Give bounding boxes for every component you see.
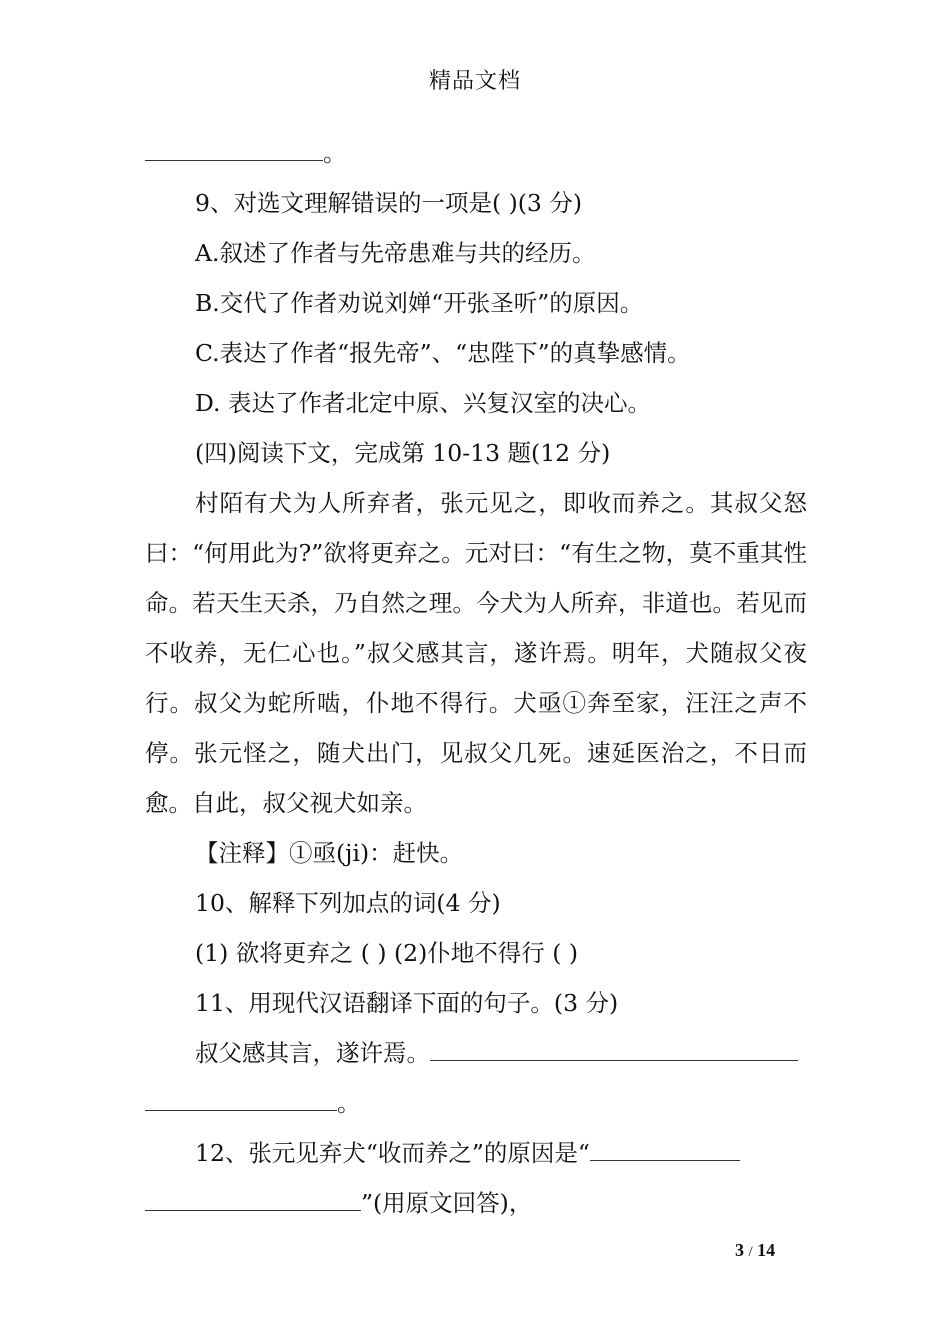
- sentence-to-translate: 叔父感其言，遂许焉。: [195, 1039, 430, 1067]
- document-body: [145, 128, 807, 1228]
- answer-line-continuation: [145, 128, 807, 178]
- question-12-continuation: [145, 1178, 807, 1228]
- answer-blank: [145, 1182, 361, 1211]
- period-mark: 。: [337, 1089, 361, 1117]
- question-12-text: 12、张元见弃犬“收而养之”的原因是“: [195, 1139, 590, 1167]
- total-pages: 14: [757, 1240, 776, 1260]
- answer-blank: [430, 1032, 798, 1061]
- annotation-note: 【注释】①亟(ji)：赶快。: [195, 839, 464, 867]
- question-11-sentence-line: [145, 1028, 807, 1078]
- option-a: A.叙述了作者与先帝患难与共的经历。: [195, 239, 596, 267]
- question-10: 10、解释下列加点的词(4 分): [195, 889, 501, 917]
- question-12: [145, 1128, 807, 1178]
- section-4-heading: (四)阅读下文，完成第 10-13 题(12 分): [195, 439, 611, 467]
- page-separator: /: [748, 1244, 753, 1260]
- answer-line-continuation: [145, 1078, 807, 1128]
- current-page: 3: [735, 1240, 744, 1260]
- question-9: 9、对选文理解错误的一项是( )(3 分): [195, 189, 583, 217]
- page-header-title: 精品文档: [428, 69, 521, 94]
- question-11: 11、用现代汉语翻译下面的句子。(3 分): [195, 989, 619, 1017]
- answer-blank: [590, 1132, 740, 1161]
- answer-blank: [145, 1082, 337, 1111]
- answer-blank: [145, 132, 323, 161]
- page-number: [735, 1240, 775, 1261]
- question-10-items: (1) 欲将更弃之 ( ) (2)仆地不得行 ( ): [195, 939, 579, 967]
- question-12-tail: ”(用原文回答)，: [361, 1189, 533, 1217]
- classical-passage: 村陌有犬为人所弃者，张元见之，即收而养之。其叔父怒曰：“何用此为?”欲将更弃之。元对曰：“有生之物，莫不重其性命。若天生天杀，乃自然之理。今犬为人所弃，非道也。若见而不收养，无仁心也。”叔父感其言，遂许焉。明年，犬随叔父夜行。叔父为蛇所啮，仆地不得行。犬亟①奔至家，汪汪之声不停。张元怪之，随犬出门，见叔父几死。速延医治之，不日而愈。自此，叔父视犬如亲。: [145, 489, 807, 817]
- option-c: C.表达了作者“报先帝”、“忠陛下”的真挚感情。: [195, 339, 691, 367]
- option-d: D. 表达了作者北定中原、兴复汉室的决心。: [195, 389, 651, 417]
- period-mark: 。: [323, 139, 347, 167]
- option-b: B.交代了作者劝说刘婵“开张圣听”的原因。: [195, 289, 644, 317]
